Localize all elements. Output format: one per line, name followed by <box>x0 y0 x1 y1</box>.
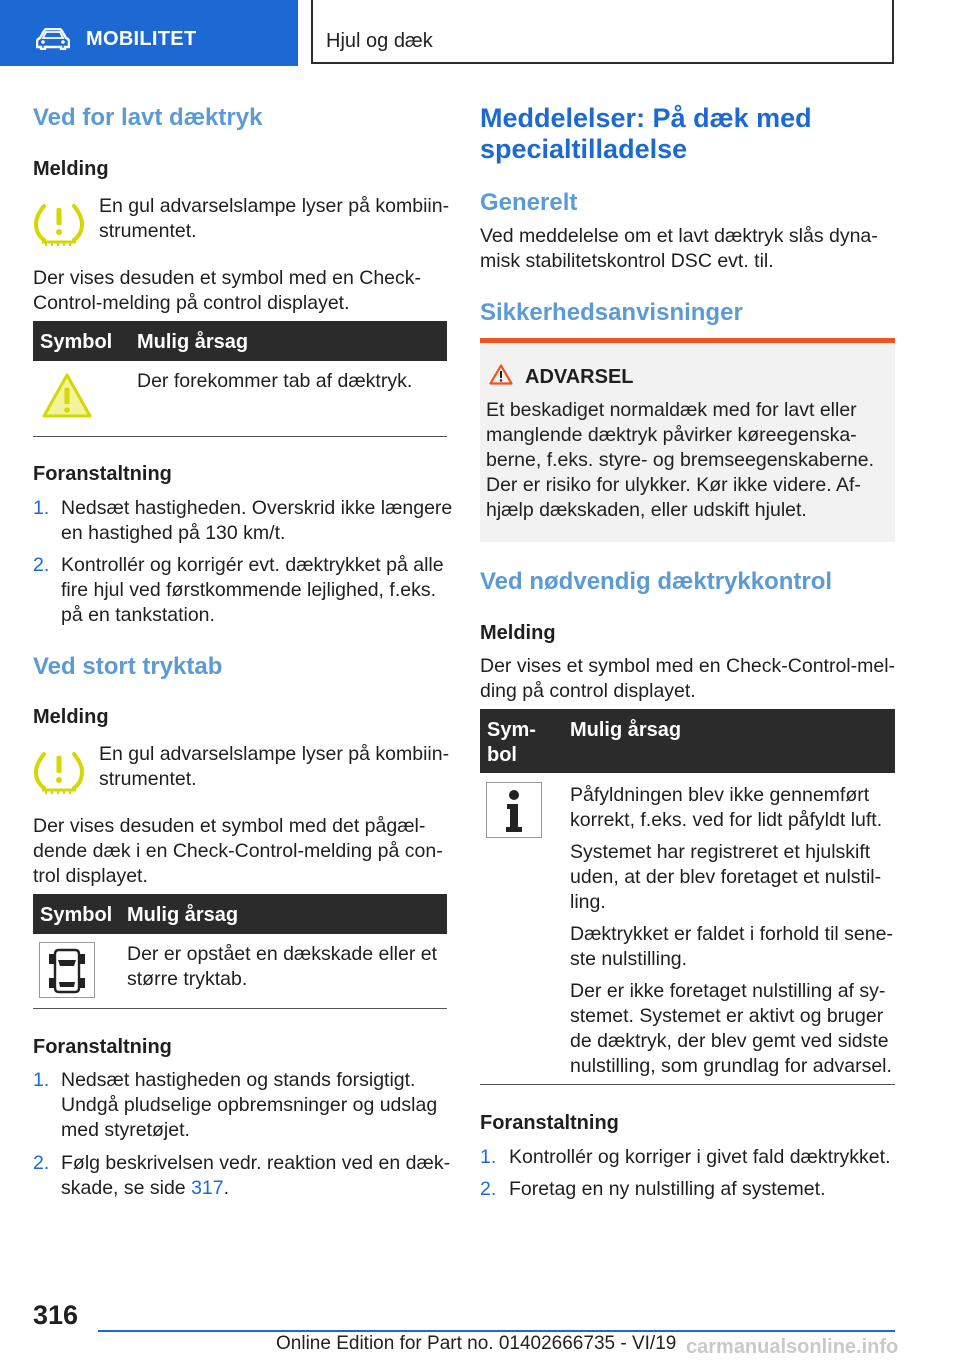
intro-line: Der vises et symbol med en Check-Control-mel- <box>480 655 896 677</box>
table-header <box>480 709 895 773</box>
intro-line: dende dæk i en Check-Control-melding på con- <box>33 840 443 862</box>
table-cell-cause: ste nulstilling. <box>570 948 688 970</box>
page-section-title-line: specialtilladelse <box>480 134 688 164</box>
section-label: MOBILITET <box>86 28 197 50</box>
table-cell-cause: Der er ikke foretaget nulstilling af sy- <box>570 980 886 1002</box>
car-tire-damage-icon <box>39 942 95 998</box>
table-divider <box>480 1084 895 1085</box>
table-divider <box>33 1008 447 1009</box>
footer-rule <box>98 1330 895 1332</box>
warning-line: manglende dæktryk påvirker køreegenska- <box>486 424 857 446</box>
step-text: Kontrollér og korrigér evt. dæktrykket på alle <box>61 554 444 576</box>
watermark: carmanualsonline.info <box>686 1336 899 1358</box>
section-title-large-loss: Ved stort tryktab <box>33 653 223 680</box>
warning-bar <box>480 338 895 343</box>
step-number: 1. <box>33 1069 50 1091</box>
table-cell-cause: uden, at der blev foretaget et nulstil- <box>570 866 882 888</box>
melding-label: Melding <box>33 158 109 180</box>
col-symbol-header: Symbol <box>40 904 113 926</box>
page-section-title-line: Meddelelser: På dæk med <box>480 103 812 133</box>
col-cause-header: Mulig årsag <box>570 719 682 741</box>
step-number: 1. <box>33 497 50 519</box>
col-cause-header: Mulig årsag <box>127 904 239 926</box>
table-cell-cause: korrekt, f.eks. ved for lidt påfyldt luft. <box>570 809 883 831</box>
table-cell-cause: Der er opstået en dækskade eller et <box>127 943 438 965</box>
action-label: Foranstaltning <box>33 463 172 485</box>
step-number: 1. <box>480 1146 497 1168</box>
page-number: 316 <box>33 1300 79 1330</box>
intro-line: Der vises desuden et symbol med en Check- <box>33 267 422 289</box>
section-title-low-pressure: Ved for lavt dæktryk <box>33 104 263 131</box>
warning-line: Et beskadiget normaldæk med for lavt eller <box>486 399 857 421</box>
subsection-title-safety: Sikkerhedsanvisninger <box>480 299 743 326</box>
intro-line: Control-melding på control displayet. <box>33 292 350 314</box>
step-text-prefix: skade, se side <box>61 1177 192 1199</box>
step-text: Foretag en ny nulstilling af systemet. <box>509 1178 826 1200</box>
table-header <box>33 894 447 934</box>
step-number: 2. <box>33 1152 50 1174</box>
step-text: en hastighed på 130 km/t. <box>61 522 286 544</box>
warning-line: hjælp dækskaden, eller udskift hjulet. <box>486 499 807 521</box>
warning-triangle-icon <box>41 372 93 420</box>
table-cell-cause: Der forekommer tab af dæktryk. <box>137 370 413 392</box>
col-symbol-header: bol <box>487 744 517 766</box>
chapter-header <box>311 0 894 64</box>
step-text-suffix: . <box>223 1177 230 1199</box>
lamp-text-line: strumentet. <box>99 768 197 790</box>
lamp-text-line: En gul advarselslampe lyser på kombiin- <box>99 743 450 765</box>
table-cell-cause: Dæktrykket er faldet i forhold til sene- <box>570 923 893 945</box>
intro-line: Der vises desuden et symbol med det pågæl- <box>33 815 426 837</box>
info-icon <box>486 782 542 838</box>
col-cause-header: Mulig årsag <box>137 331 249 353</box>
subsection-title-check: Ved nødvendig dæktrykkontrol <box>480 568 833 595</box>
table-cell-cause: Systemet har registreret et hjulskift <box>570 841 871 863</box>
table-cell-cause: nulstilling, som grundlag for advarsel. <box>570 1055 892 1077</box>
step-text <box>61 1176 229 1201</box>
warning-label: ADVARSEL <box>525 366 634 388</box>
table-cell-cause: de dæktryk, der blev gemt ved sidste <box>570 1030 889 1052</box>
lamp-text-line: En gul advarselslampe lyser på kombiin- <box>99 195 450 217</box>
warning-box <box>480 338 895 542</box>
lamp-text-line: strumentet. <box>99 220 197 242</box>
step-text: Nedsæt hastigheden og stands forsigtigt. <box>61 1069 416 1091</box>
step-number: 2. <box>33 554 50 576</box>
col-symbol-header: Sym- <box>487 719 536 741</box>
table-header <box>33 321 447 361</box>
step-text: Undgå pludselige opbremsninger og udslag <box>61 1094 438 1116</box>
intro-line: trol displayet. <box>33 865 148 887</box>
action-label: Foranstaltning <box>33 1036 172 1058</box>
step-text: fire hjul ved førstkommende lejlighed, f.eks. <box>61 579 436 601</box>
subsection-title-general: Generelt <box>480 189 578 216</box>
step-text: Følg beskrivelsen vedr. reaktion ved en dæk- <box>61 1152 451 1174</box>
action-label: Foranstaltning <box>480 1112 619 1134</box>
step-number: 2. <box>480 1178 497 1200</box>
section-tab[interactable] <box>0 0 298 66</box>
step-text: Nedsæt hastigheden. Overskrid ikke længere <box>61 497 453 519</box>
step-text: på en tankstation. <box>61 604 215 626</box>
warning-line: Der er risiko for ulykker. Kør ikke videre. Af- <box>486 474 861 496</box>
paragraph-line: misk stabilitetskontrol DSC evt. til. <box>480 250 774 272</box>
car-icon <box>36 28 70 50</box>
col-symbol-header: Symbol <box>40 331 113 353</box>
edition-note: Online Edition for Part no. 01402666735 - VI/19 <box>276 1333 677 1354</box>
melding-label: Melding <box>480 622 556 644</box>
warning-line: berne, f.eks. styre- og bremseegenskaberne. <box>486 449 875 471</box>
page-ref-link[interactable]: 317 <box>191 1177 224 1199</box>
tire-pressure-warning-lamp-icon <box>34 202 84 246</box>
paragraph-line: Ved meddelelse om et lavt dæktryk slås dyna- <box>480 225 878 247</box>
chapter-label: Hjul og dæk <box>326 30 433 52</box>
warning-triangle-icon <box>489 364 513 385</box>
table-cell-cause: ling. <box>570 891 606 913</box>
step-text: med styretøjet. <box>61 1119 190 1141</box>
tire-pressure-warning-lamp-icon <box>34 750 84 794</box>
melding-label: Melding <box>33 706 109 728</box>
table-cell-cause: stemet. Systemet er aktivt og bruger <box>570 1005 884 1027</box>
table-divider <box>33 436 447 437</box>
table-cell-cause: Påfyldningen blev ikke gennemført <box>570 784 870 806</box>
step-text: Kontrollér og korriger i givet fald dæktrykket. <box>509 1146 891 1168</box>
table-cell-cause: større tryktab. <box>127 968 248 990</box>
intro-line: ding på control displayet. <box>480 680 696 702</box>
